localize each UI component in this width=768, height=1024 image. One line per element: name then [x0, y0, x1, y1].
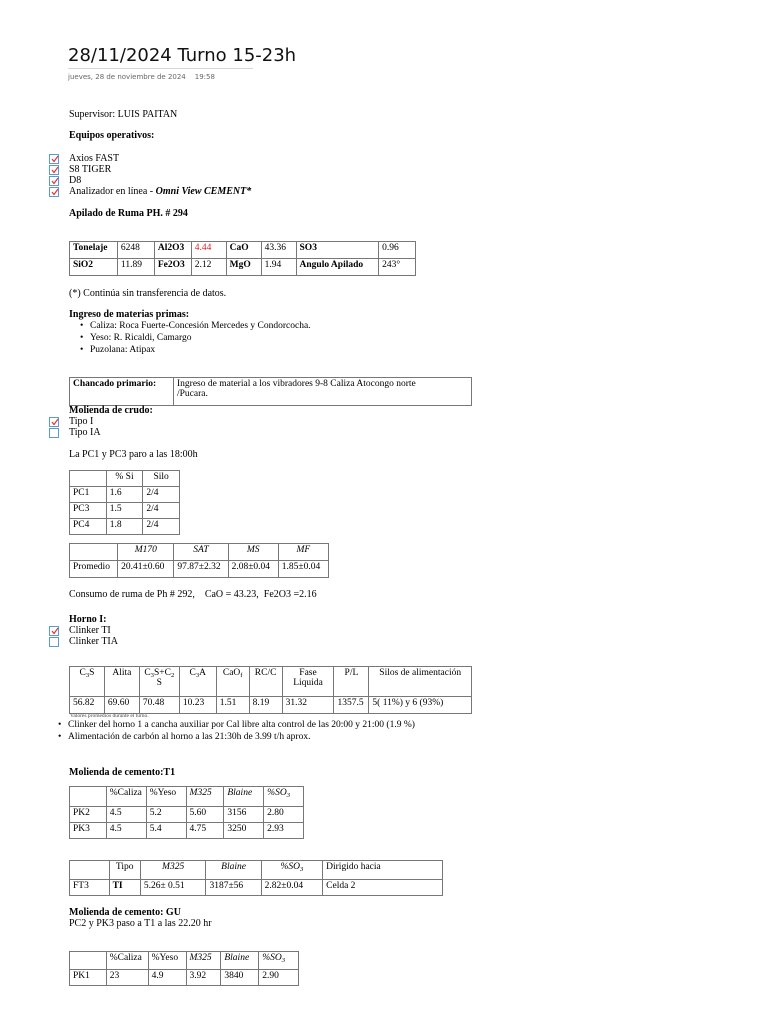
page-time: 19:58: [194, 73, 215, 81]
table-row: [70, 667, 472, 697]
table-cell: 4.75: [186, 823, 224, 839]
crudo-note: La PC1 y PC3 paro a las 18:00h: [69, 449, 198, 460]
table-cell: 4.5: [106, 823, 146, 839]
table-header: $C_3A$: [179, 667, 216, 697]
table-cell: 8.19: [249, 697, 282, 714]
table-row: [70, 487, 180, 503]
table-header: Tipo: [109, 861, 140, 880]
checkbox-clinker-ti[interactable]: [49, 626, 59, 636]
table-cell: SiO2: [70, 259, 118, 276]
table-cell: Promedio: [70, 561, 118, 578]
checkbox-analyzer[interactable]: [49, 187, 59, 197]
table-header: Blaine: [221, 952, 259, 970]
table-cell: 1.5: [106, 503, 143, 519]
table-row: [70, 519, 180, 535]
table-cell: 31.32: [282, 697, 334, 714]
table-cell: PC3: [70, 503, 107, 519]
table-cell: SO3: [296, 242, 379, 259]
chancado-label: Chancado primario:: [70, 378, 174, 406]
table-cell: 5.26± 0.51: [140, 880, 206, 896]
option-clinker-ti: Clinker TI: [69, 625, 111, 636]
table-cell: PK1: [70, 970, 107, 986]
cemento-gu-note: PC2 y PK3 paso a T1 a las 22.20 hr: [69, 918, 212, 929]
equipo-d8: D8: [69, 175, 82, 186]
table-header: CaO$_f$: [216, 667, 249, 697]
checkbox-clinker-tia[interactable]: [49, 637, 59, 647]
table-cell: 1357.5: [334, 697, 369, 714]
table-cell: 5.2: [146, 807, 186, 823]
equipo-axios: Axios FAST: [69, 153, 120, 164]
option-tipo-ia: Tipo IA: [69, 427, 101, 438]
table-header: Alita: [104, 667, 139, 697]
table-row: [70, 259, 416, 276]
table-row: [70, 503, 180, 519]
transfer-note: (*) Continúa sin transferencia de datos.: [69, 288, 227, 299]
table-row: [70, 787, 304, 807]
list-item: • Clinker del horno 1 a cancha auxiliar por Cal libre alta control de las 20:00 y 21:00 (1.9 %): [58, 719, 415, 731]
table-cell: CaO: [226, 242, 261, 259]
table-cell: PC4: [70, 519, 107, 535]
horno-heading: Horno I:: [69, 614, 107, 625]
chancado-line-1: Ingreso de material a los vibradores 9-8 Caliza Atocongo norte: [177, 379, 416, 389]
table-cell: 3250: [224, 823, 264, 839]
table-header: %Yeso: [148, 952, 186, 970]
horno-table: [69, 666, 472, 714]
table-cell: 10.23: [179, 697, 216, 714]
table-cell: 0.96: [379, 242, 416, 259]
table-cell: 3156: [224, 807, 264, 823]
table-cell: 20.41±0.60: [118, 561, 174, 578]
table-header: Silos de alimentación: [369, 667, 472, 697]
table-header: %Caliza: [106, 787, 146, 807]
table-cell: Angulo Apilado: [296, 259, 379, 276]
table-cell: [70, 471, 107, 487]
table-cell: 243°: [379, 259, 416, 276]
crudo-heading: Molienda de crudo:: [69, 405, 153, 416]
table-header: %Yeso: [146, 787, 186, 807]
table-cell: 2/4: [143, 503, 180, 519]
checkbox-s8[interactable]: [49, 165, 59, 175]
page-date: jueves, 28 de noviembre de 2024: [68, 73, 186, 81]
table-cell: 2.80: [264, 807, 304, 823]
table-header: M325: [186, 952, 221, 970]
table-cell: 23: [106, 970, 148, 986]
table-header: RC/C: [249, 667, 282, 697]
table-cell: 3.92: [186, 970, 221, 986]
highlight-cell: 4.44: [191, 242, 226, 259]
table-cell: 2/4: [143, 487, 180, 503]
table-cell: Fe2O3: [154, 259, 191, 276]
table-cell: 1.94: [261, 259, 296, 276]
cemento-gu-table: [69, 951, 299, 986]
table-header: Blaine: [206, 861, 261, 880]
table-cell: [70, 787, 107, 807]
table-row: [70, 952, 299, 970]
table-header: % Si: [106, 471, 143, 487]
table-cell: 3840: [221, 970, 259, 986]
page-timestamp: [68, 73, 215, 81]
supervisor-line: Supervisor: LUIS PAITAN: [69, 109, 178, 120]
crudo-silo-table: [69, 470, 180, 535]
table-cell: PC1: [70, 487, 107, 503]
cemento-t1-table: [69, 786, 304, 839]
table-row: [70, 378, 472, 406]
table-cell: 2.90: [259, 970, 299, 986]
table-header: Fase Liquida: [282, 667, 334, 697]
list-item: • Puzolana: Atipax: [80, 344, 311, 356]
cemento-gu-heading: Molienda de cemento: GU: [69, 907, 181, 918]
table-cell: 3187±56: [206, 880, 261, 896]
table-header: Blaine: [224, 787, 264, 807]
table-header: $\%SO_3$: [259, 952, 299, 970]
table-cell: 2.93: [264, 823, 304, 839]
analyzer-prefix: Analizador en línea -: [69, 186, 156, 197]
equipo-analyzer: [69, 186, 251, 197]
apilado-heading: Apilado de Ruma PH. # 294: [69, 208, 188, 219]
table-cell: 1.85±0.04: [278, 561, 328, 578]
table-row: [70, 544, 329, 561]
page-title: 28/11/2024 Turno 15-23h: [68, 45, 297, 66]
table-cell: [70, 544, 118, 561]
table-header: Silo: [143, 471, 180, 487]
table-row: [70, 561, 329, 578]
table-cell: 56.82: [70, 697, 105, 714]
option-tipo-i: Tipo I: [69, 416, 94, 427]
table-header: MF: [278, 544, 328, 561]
horno-bullets: [58, 719, 415, 743]
table-row: [70, 471, 180, 487]
table-cell: [70, 952, 107, 970]
table-header: $C_3S+C_2$ S: [139, 667, 179, 697]
checkbox-d8[interactable]: [49, 176, 59, 186]
checkbox-axios[interactable]: [49, 154, 59, 164]
horno-footnote: Valores promedios durante el turno.: [70, 713, 149, 719]
table-cell: 11.89: [117, 259, 154, 276]
cemento-t1-heading: Molienda de cemento:T1: [69, 767, 176, 778]
table-cell: Al2O3: [154, 242, 191, 259]
table-header: M325: [186, 787, 224, 807]
table-row: [70, 880, 443, 896]
table-cell: 4.9: [148, 970, 186, 986]
table-cell: 1.8: [106, 519, 143, 535]
title-divider: [68, 68, 253, 69]
table-header: MS: [228, 544, 278, 561]
checkbox-tipo-ia[interactable]: [49, 428, 59, 438]
cemento-t1-ft3-table: [69, 860, 443, 896]
table-cell: 2.12: [191, 259, 226, 276]
chancado-value: [174, 378, 472, 406]
table-row: [70, 807, 304, 823]
option-clinker-tia: Clinker TIA: [69, 636, 118, 647]
table-cell: 6248: [117, 242, 154, 259]
table-cell: PK2: [70, 807, 107, 823]
table-header: M325: [140, 861, 206, 880]
table-cell: PK3: [70, 823, 107, 839]
table-row: [70, 970, 299, 986]
table-cell: FT3: [70, 880, 110, 896]
table-cell: MgO: [226, 259, 261, 276]
table-cell: [70, 861, 110, 880]
table-row: [70, 823, 304, 839]
chancado-line-2: /Pucara.: [177, 389, 208, 399]
materias-list: [80, 320, 311, 356]
analyzer-name: Omni View CEMENT*: [155, 186, 252, 197]
table-cell: 5( 11%) y 6 (93%): [369, 697, 472, 714]
table-cell: 2/4: [143, 519, 180, 535]
list-item: • Caliza: Roca Fuerte-Concesión Mercedes y Condorcocha.: [80, 320, 311, 332]
table-header: M170: [118, 544, 174, 561]
chancado-table: [69, 377, 472, 406]
table-header: $\%SO_3$: [261, 861, 322, 880]
table-header: Dirigido hacia: [323, 861, 443, 880]
table-cell: 4.5: [106, 807, 146, 823]
table-header: P/L: [334, 667, 369, 697]
checkbox-tipo-i[interactable]: [49, 417, 59, 427]
table-cell: 97.87±2.32: [174, 561, 228, 578]
apilado-table: [69, 241, 416, 276]
list-item: • Yeso: R. Ricaldi, Camargo: [80, 332, 311, 344]
table-cell: Celda 2: [323, 880, 443, 896]
table-header: $\%SO_3$: [264, 787, 304, 807]
table-cell: Tonelaje: [70, 242, 118, 259]
table-row: [70, 242, 416, 259]
table-row: [70, 861, 443, 880]
consumo-note: Consumo de ruma de Ph # 292, CaO = 43.23, Fe2O3 =2.16: [69, 589, 317, 600]
table-header: SAT: [174, 544, 228, 561]
table-cell: TI: [109, 880, 140, 896]
table-cell: 5.60: [186, 807, 224, 823]
table-header: $C_3S$: [70, 667, 105, 697]
table-cell: 1.51: [216, 697, 249, 714]
table-header: %Caliza: [106, 952, 148, 970]
materias-heading: Ingreso de materias primas:: [69, 309, 190, 320]
table-cell: 2.82±0.04: [261, 880, 322, 896]
equipos-heading: Equipos operativos:: [69, 130, 155, 141]
crudo-promedio-table: [69, 543, 329, 578]
table-cell: 2.08±0.04: [228, 561, 278, 578]
table-cell: 43.36: [261, 242, 296, 259]
list-item: • Alimentación de carbón al horno a las 21:30h de 3.99 t/h aprox.: [58, 731, 415, 743]
table-cell: 1.6: [106, 487, 143, 503]
table-cell: 70.48: [139, 697, 179, 714]
equipo-s8: S8 TIGER: [69, 164, 112, 175]
table-cell: 5.4: [146, 823, 186, 839]
table-row: [70, 697, 472, 714]
table-cell: 69.60: [104, 697, 139, 714]
